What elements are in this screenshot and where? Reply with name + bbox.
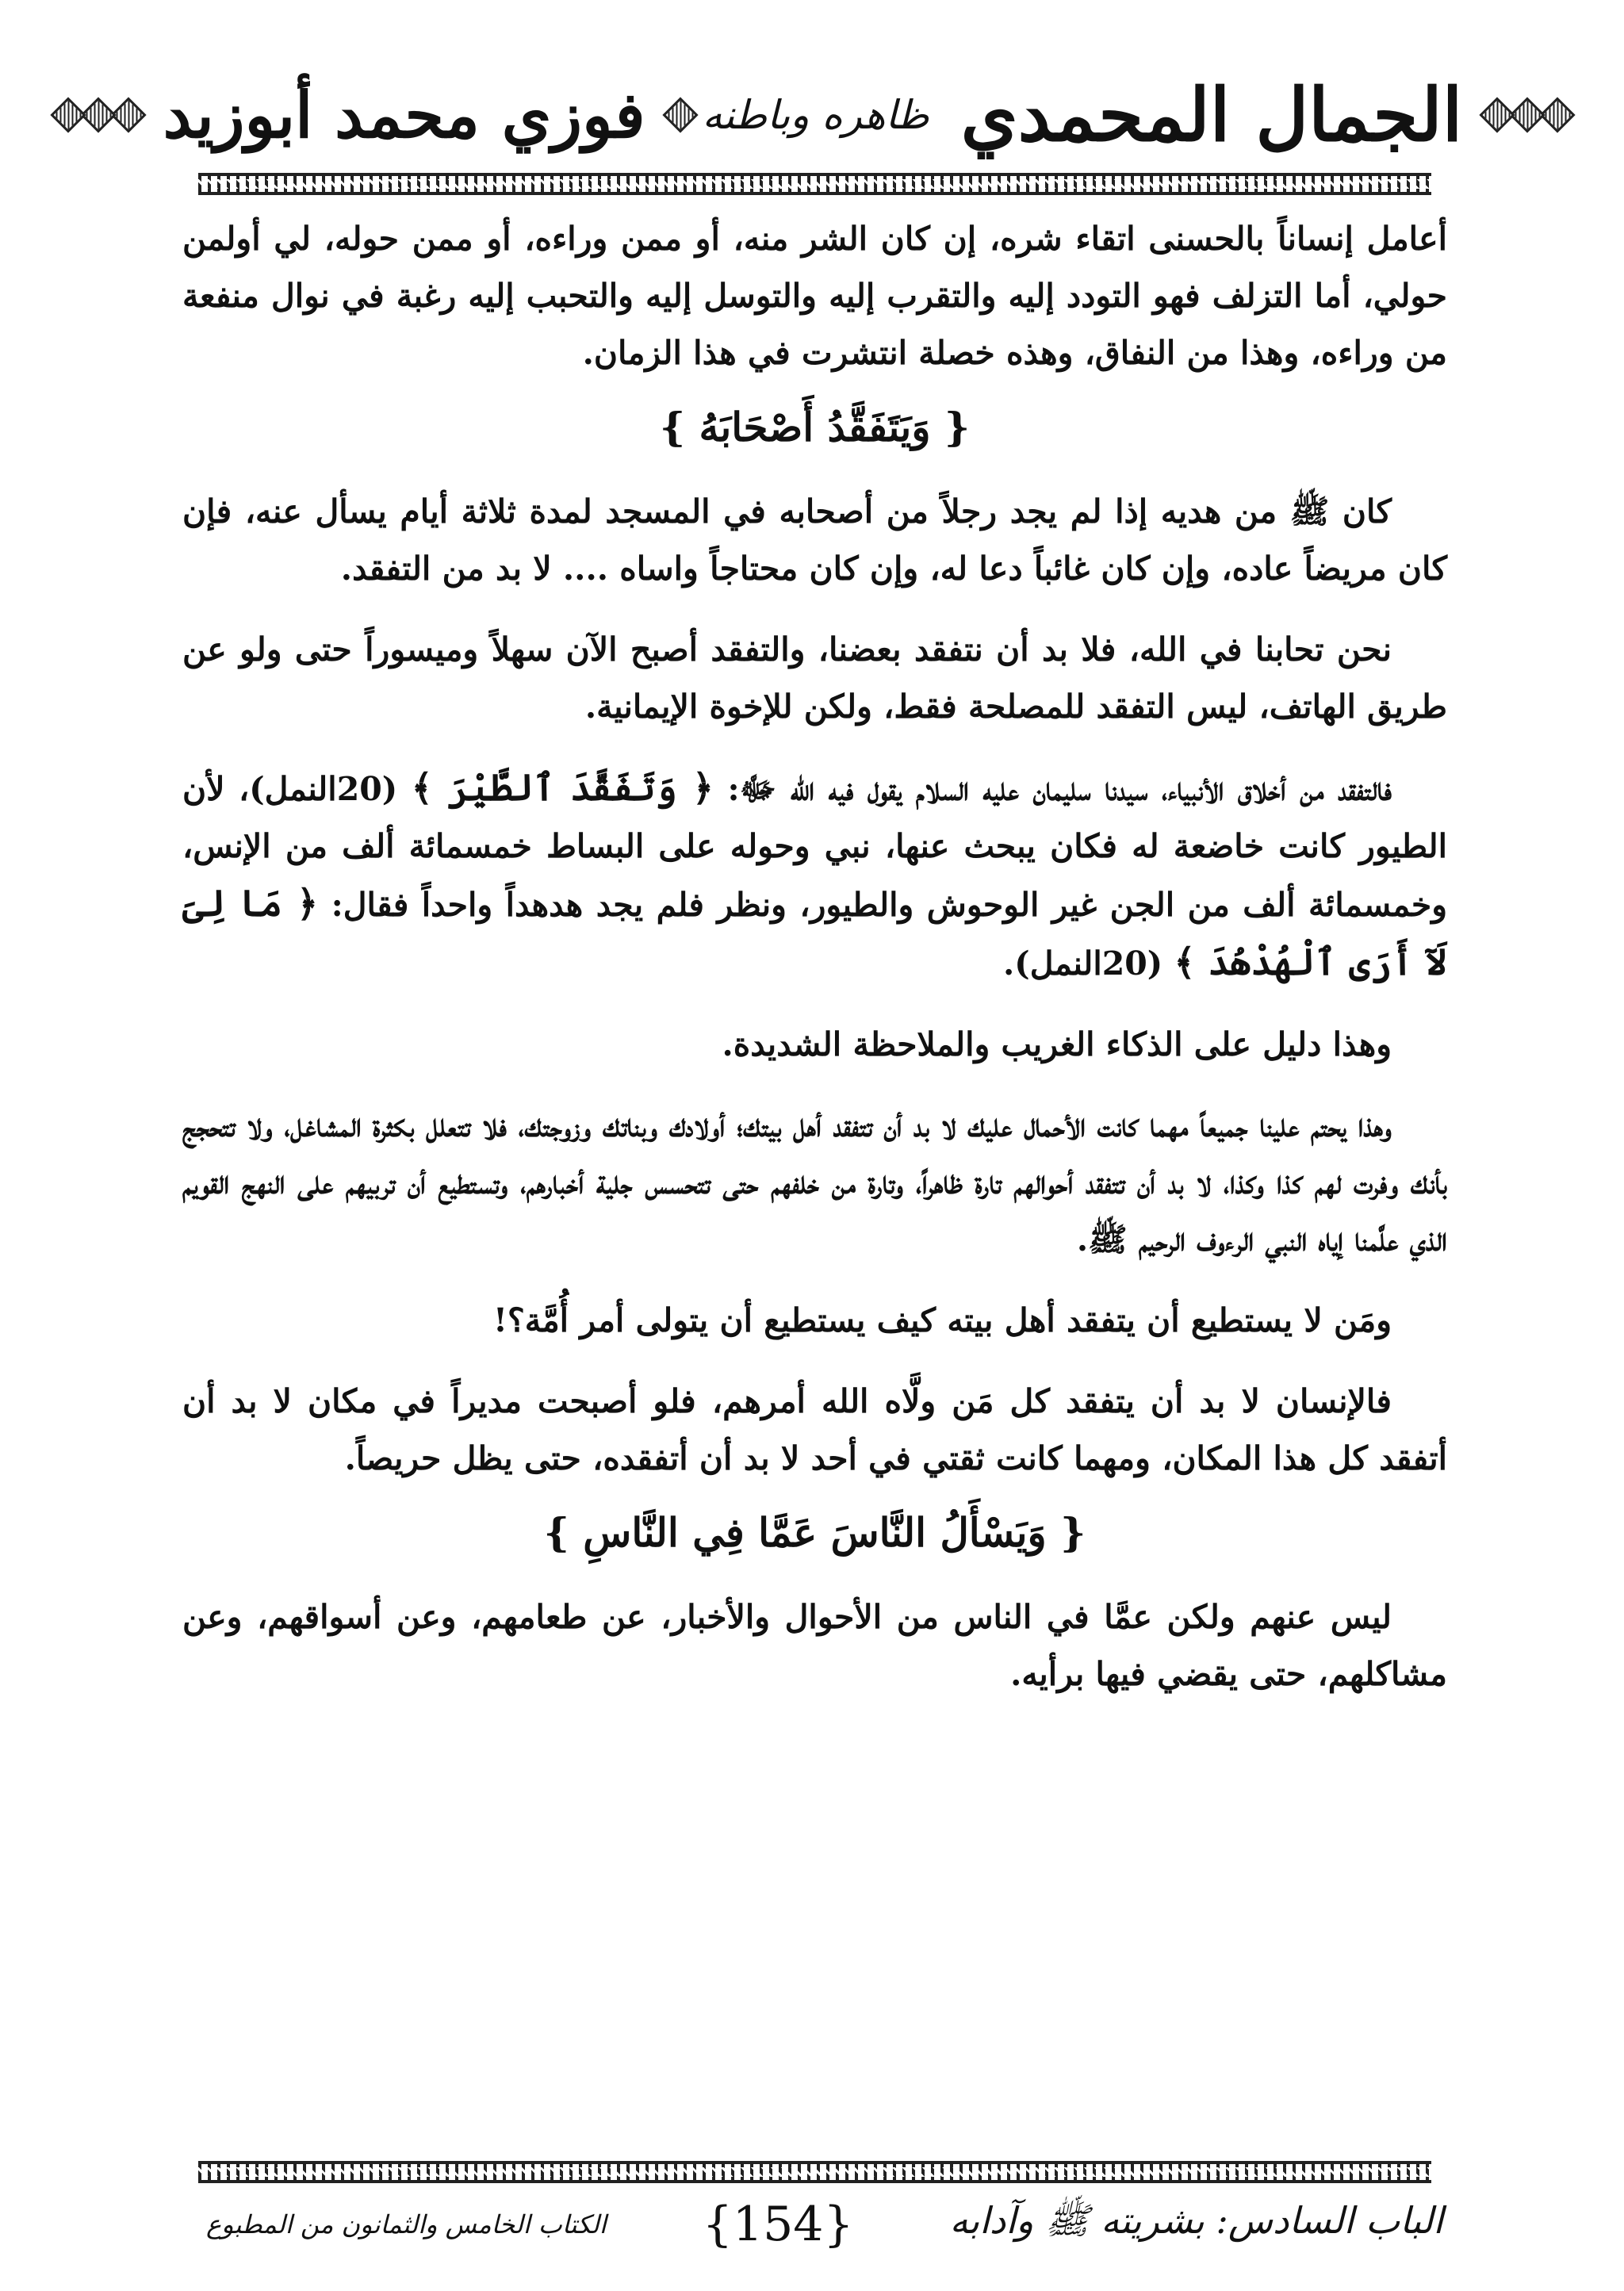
page-number: {154} — [702, 2197, 854, 2252]
chapter-title: الباب السادس: بشريته ﷺ وآدابه — [949, 2198, 1443, 2242]
paragraph-text: ، لأن الطيور كانت خاضعة له فكان يبحث عنها، نبي وحوله على البساط خمسمائة ألف من الإنس، وخمسمائة ألف من الجن غير الوحوش والطيور، ونظر فلم يجد هدهداً واحداً فقال: — [182, 770, 1448, 924]
paragraph: ليس عنهم ولكن عمَّا في الناس من الأحوال والأخبار، عن طعامهم، وعن أسواقهم، وعن مشاكلهم، حتى يقضي فيها برأيه. — [182, 1598, 1447, 1693]
book-series-note: الكتاب الخامس والثمانون من المطبوع — [206, 2209, 607, 2239]
book-title: الجمال المحمدي — [960, 72, 1463, 158]
page-body — [182, 210, 1447, 1717]
header-ornament-left — [56, 102, 141, 128]
section-heading: { وَيَسْأَلُ النَّاسَ عَمَّا فِي النَّاسِ } — [543, 1509, 1086, 1556]
diamond-ornament-icon — [1480, 97, 1515, 132]
footer-border-strip — [198, 2161, 1431, 2183]
diamond-ornament-icon — [50, 97, 86, 132]
verse-reference: (20النمل) — [249, 770, 398, 808]
verse-reference: (20النمل). — [1003, 944, 1163, 983]
paragraph: فالإنسان لا بد أن يتفقد كل مَن ولَّاه الله أمرهم، فلو أصبحت مديراً في مكان لا بد أن أتفقد كل هذا المكان، ومهما كانت ثقتي في أحد لا بد أن أتفقده، حتى يظل حريصاً. — [182, 1382, 1447, 1477]
diamond-ornament-icon — [662, 97, 698, 132]
book-author: فوزي محمد أبوزيد — [163, 78, 645, 152]
book-subtitle: ظاهره وباطنه — [702, 92, 929, 138]
paragraph: كان ﷺ من هديه إذا لم يجد رجلاً من أصحابه في المسجد لمدة ثلاثة أيام يسأل عنه، فإن كان مريضاً عاده، وإن كان غائباً دعا له، وإن كان محتاجاً واساه .... لا بد من التفقد. — [182, 492, 1447, 588]
page-footer — [206, 2193, 1443, 2256]
quran-verse: ﴿ وَتَفَقَّدَ ٱلطَّيْرَ ﴾ — [411, 766, 714, 809]
paragraph: أعامل إنساناً بالحسنى اتقاء شره، إن كان الشر منه، أو ممن وراءه، أو ممن حوله، لي أولمن حولي، أما التزلف فهو التودد إليه والتقرب إليه والتوسل إليه والتحبب إليه رغبة في نوال منفعة من وراءه، وهذا من النفاق، وهذه خصلة انتشرت في هذا الزمان. — [182, 220, 1447, 372]
paragraph: وهذا دليل على الذكاء الغريب والملاحظة الشديدة. — [722, 1025, 1392, 1063]
paragraph-text: فالتفقد من أخلاق الأنبياء، سيدنا سليمان عليه السلام يقول فيه الله ﷻ: — [727, 770, 1392, 808]
page-header — [163, 63, 1463, 167]
paragraph: نحن تحابنا في الله، فلا بد أن نتفقد بعضنا، والتفقد أصبح الآن سهلاً وميسوراً حتى ولو عن طريق الهاتف، ليس التفقد للمصلحة فقط، ولكن للإخوة الإيمانية. — [182, 630, 1447, 726]
paragraph: وهذا يحتم علينا جميعاً مهما كانت الأحمال عليك لا بد أن تتفقد أهل بيتك؛ أولادك وبناتك وزوجتك، فلا تتعلل بكثرة المشاغل، ولا تتحجج بأنك وفرت لهم كذا وكذا، لا بد أن تتفقد أحوالهم تارة ظاهراً، وتارة من خلفهم حتى تتحسس جلية أخبارهم، وتستطيع أن تربيهم على النهج القويم الذي علَّمنا إياه النبي الرءوف الرحيم ﷺ. — [182, 1106, 1447, 1259]
paragraph: ومَن لا يستطيع أن يتفقد أهل بيته كيف يستطيع أن يتولى أمر أُمَّة؟! — [492, 1301, 1392, 1339]
paragraph — [182, 759, 1447, 992]
section-heading: { وَيَتَفَقَّدُ أَصْحَابَهُ } — [659, 404, 971, 450]
header-ornament-right — [1484, 102, 1570, 128]
quran-verse: ﴿ مَا لِىَ لَآ أَرَى ٱلْهُدْهُدَ ﴾ — [182, 882, 1447, 983]
header-border-strip — [198, 173, 1431, 195]
header-ornament-middle — [668, 102, 693, 128]
